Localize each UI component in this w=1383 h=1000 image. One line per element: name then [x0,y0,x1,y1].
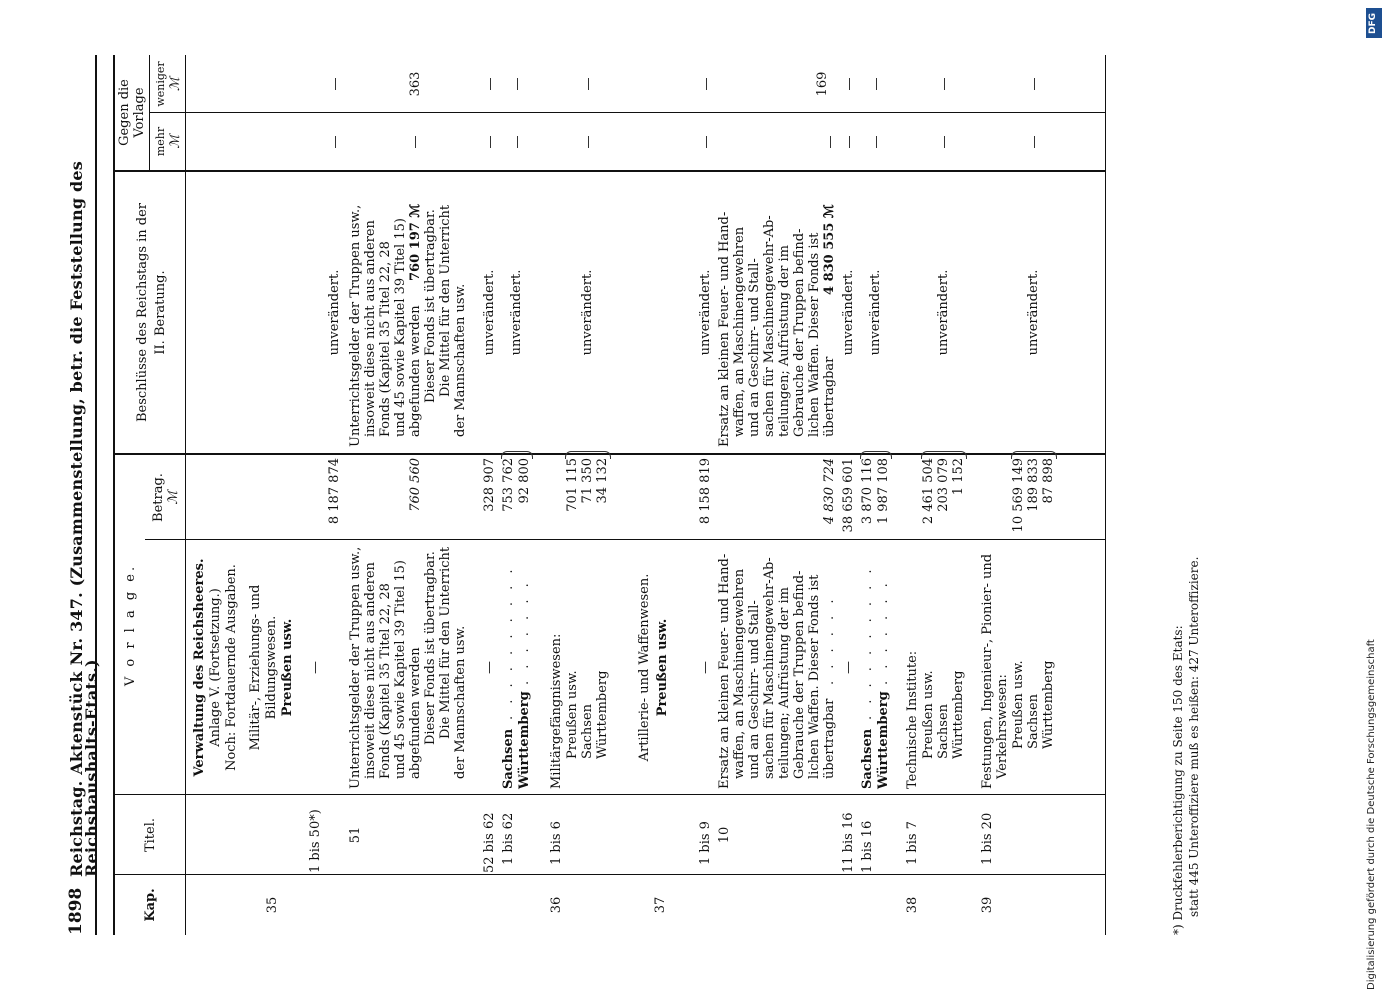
kap37-state: Preußen usw. [655,618,670,717]
vorlage-38-text: Sachsen [936,703,951,759]
beschluss-10-text: sachen für Maschinengewehr-Ab- [762,215,777,437]
betrag-36-1: 701 115 [565,458,580,512]
vorlage-10-text: sachen für Maschinengewehr-Ab- [762,557,777,779]
vorlage-10-text: Ersatz an kleinen Feuer- und Hand- [717,553,732,789]
beschluss-51-text: Fonds (Kapitel 35 Titel 22, 28 [378,241,393,437]
titel-1-6: 1 bis 6 [549,821,564,865]
header-gegen: Gegen die [117,79,132,146]
weniger-10: 169 [815,71,830,97]
titel-1-9: 1 bis 9 [698,821,713,865]
footnote-line-2: statt 445 Unteroffiziere muß es heißen: 427 Unteroffiziere. [1187,556,1201,917]
titel-1-16: 1 bis 16 [860,820,875,873]
table-top-rule [113,55,115,935]
table-header-rule [185,55,186,935]
vorlage-36-text: Preußen usw. [565,670,580,759]
col-divider-kap [113,874,1105,875]
header-vorlage: V o r l a g e. [123,563,138,687]
beschluss-1-50: unverändert. [327,269,342,356]
beschluss-10-text: und an Geschirr- und Stall- [747,258,762,437]
vorlage-wuerttemberg-1: Württemberg [517,691,532,789]
vorlage-36-text: Württemberg [595,670,610,759]
betrag-36-2: 71 350 [580,458,595,504]
section-note: Noch: Fortdauernde Ausgaben. [224,564,239,771]
beschluss-51-text: abgefunden werden [408,305,423,437]
vorlage-39-text: Festungen, Ingenieur-, Pionier- und [980,553,995,789]
gegen-sub-rule [149,55,150,170]
beschluss-51-text: Dieser Fonds ist übertragbar. [423,209,438,403]
beschluss-10-text: teilungen; Aufrüstung der im [777,245,792,437]
vorlage-38-text: Preußen usw. [921,670,936,759]
vorlage-39-text: Preußen usw. [1011,660,1026,749]
kap35-heading: Militär-, Erziehungs- und [248,584,263,751]
vorlage-51-text: Die Mittel für den Unterricht [438,546,453,739]
betrag-36-3: 34 132 [595,458,610,504]
betrag-11-16: 38 659 601 [841,458,856,533]
betrag-sachsen-2: 3 870 116 [860,458,875,525]
header-mehr: mehr [154,126,167,157]
kap35-heading-2: Bildungswesen. [264,615,279,720]
vorlage-51-text: Dieser Fonds ist übertragbar. [423,551,438,745]
beschluss-51-amount: 760 197 ℳ [408,203,423,281]
vorlage-51-text: und 45 sowie Kapitel 39 Titel 15) [393,560,408,779]
leader-dots: . . . . . . . . . . [860,565,875,720]
dfg-logo-text: DFG [1368,12,1378,34]
titel-51: 51 [348,826,363,844]
page-title: Reichstag. Aktenstück Nr. 347. (Zusammenstellung, betr. die Feststellung des Reichshaushalts-Etats.) [67,161,101,877]
vorlage-10-text: waffen, an Maschinengewehren [732,568,747,779]
header-titel: Titel. [143,817,158,853]
vorlage-10-text: lichen Waffen. Dieser Fonds ist [807,574,822,779]
titel-1-62: 1 bis 62 [501,812,516,865]
beschluss-52-62: unverändert. [482,269,497,356]
betrag-51: 760 560 [408,458,423,512]
beschluss-51-text: der Mannschaften usw. [453,283,468,437]
vorlage-10-text: übertragbar [822,698,837,779]
betrag-52-62: 328 907 [482,458,497,512]
beschluss-10-text: Gebrauche der Truppen befind- [792,228,807,437]
vorlage-39-text: Sachsen [1026,693,1041,749]
titel-11-16: 11 bis 16 [841,812,856,873]
header-mehr-mark: ℳ [168,134,183,149]
weniger-51: 363 [408,71,423,97]
vorlage-sachsen-1: Sachsen [501,728,516,789]
kap-38: 38 [905,896,920,914]
kap35-state: Preußen usw. [280,618,295,717]
header-beratung: II. Beratung. [153,270,168,355]
betrag-39-1: 10 569 149 [1011,458,1026,533]
beschluss-10-text: Ersatz an kleinen Feuer- und Hand- [717,211,732,447]
beschluss-10-text: waffen, an Maschinengewehren [732,226,747,437]
betrag-38-1: 2 461 504 [921,458,936,525]
vorlage-wuerttemberg-2: Württemberg [876,691,891,789]
vorlage-10-text: und an Geschirr- und Stall- [747,600,762,779]
dfg-logo [1366,8,1382,38]
kap-39: 39 [980,896,995,914]
kap-35: 35 [265,896,280,914]
beschluss-10-text: lichen Waffen. Dieser Fonds ist [807,232,822,437]
beschluss-38: unverändert. [936,269,951,356]
vorlage-51-text: Fonds (Kapitel 35 Titel 22, 28 [378,583,393,779]
vorlage-51-text: abgefunden werden [408,647,423,779]
table-bottom-rule [1105,55,1106,935]
vorlage-36-text: Sachsen [580,703,595,759]
titel-1-20: 1 bis 20 [980,812,995,865]
betrag-38-2: 203 079 [936,458,951,512]
beschluss-11-16: unverändert. [841,269,856,356]
beschluss-sachsen-wuertt-2: unverändert. [868,269,883,356]
betrag-39-2: 189 833 [1026,458,1041,512]
betrag-sachsen-1: 753 762 [501,458,516,512]
kap-36: 36 [549,896,564,914]
beschluss-sachsen-wuertt-1: unverändert. [509,269,524,356]
dash: — [841,661,856,674]
header-weniger: weniger [154,61,167,107]
vorlage-51-text: insoweit diese nicht aus anderen [363,562,378,779]
betrag-wuerttemberg-2: 1 987 108 [876,458,891,525]
vorlage-10-text: teilungen; Aufrüstung der im [777,587,792,779]
leader-dots: . . . . . . [822,595,837,685]
leader-dots: . . . . . . . . . . [501,565,516,720]
beschluss-36: unverändert. [580,269,595,356]
titel-52-62: 52 bis 62 [482,812,497,873]
header-betrag-mark: ℳ [166,490,181,505]
dash: — [698,661,713,674]
beschluss-39: unverändert. [1026,269,1041,356]
beschluss-51-text: Die Mittel für den Unterricht [438,204,453,397]
header-weniger-mark: ℳ [168,77,183,91]
col-divider-mehr [150,112,1105,113]
betrag-1-50: 8 187 874 [327,458,342,525]
col-divider-beschluesse [113,170,1105,172]
titel-1-7: 1 bis 7 [905,821,920,865]
beschluss-10-text: übertragbar [822,356,837,437]
vorlage-38-text: Technische Institute: [905,650,920,789]
header-beschluesse: Beschlüsse des Reichstags in der [135,202,150,423]
titel-1-50: 1 bis 50*) [308,809,323,873]
vorlage-51-text: Unterrichtsgelder der Truppen usw., [348,546,363,789]
betrag-wuerttemberg-1: 92 800 [517,458,532,504]
betrag-10: 4 830 724 [822,458,837,525]
header-gegen-vorlage: Vorlage [132,87,147,138]
footnote [1170,55,1202,935]
leader-dots: . . . . . . . [876,579,891,685]
leader-dots: . . . . . . . [517,579,532,685]
betrag-1-9: 8 158 819 [698,458,713,525]
dash: — [482,661,497,674]
beschluss-1-9: unverändert. [698,269,713,356]
vorlage-sachsen-2: Sachsen [860,728,875,789]
vorlage-39-text: Württemberg [1041,660,1056,749]
page-header [65,55,101,935]
kap35-dash: — [308,661,323,674]
header-kap: Kap. [143,888,158,922]
betrag-38-3: 1 152 [951,458,966,496]
footnote-line-1: *) Druckfehlerberichtigung zu Seite 150 des Etats: [1171,625,1185,935]
beschluss-10-amount: 4 830 555 ℳ [822,204,837,295]
page-number: 1898 [66,887,86,935]
section-title: Verwaltung des Reichsheeres. [192,558,207,777]
digitization-credit: Digitalisierung gefördert durch die Deutsche Forschungsgemeinschaft [1366,639,1377,990]
header-betrag: Betrag. [151,473,166,522]
titel-10: 10 [717,826,732,844]
vorlage-36-text: Militärgefängniswesen: [549,633,564,789]
vorlage-51-text: der Mannschaften usw. [453,625,468,779]
kap-37: 37 [653,896,668,914]
vorlage-38-text: Württemberg [951,670,966,759]
beschluss-51-text: Unterrichtsgelder der Truppen usw., [348,204,363,447]
beschluss-51-text: und 45 sowie Kapitel 39 Titel 15) [393,218,408,437]
section-subtitle: Anlage V. (Fortsetzung.) [208,588,223,747]
kap37-heading: Artillerie- und Waffenwesen. [637,573,652,762]
document-page [65,55,1310,935]
vorlage-39-text: Verkehrswesen: [995,674,1010,779]
beschluss-51-text: insoweit diese nicht aus anderen [363,220,378,437]
vorlage-10-text: Gebrauche der Truppen befind- [792,570,807,779]
betrag-39-3: 87 898 [1041,458,1056,504]
